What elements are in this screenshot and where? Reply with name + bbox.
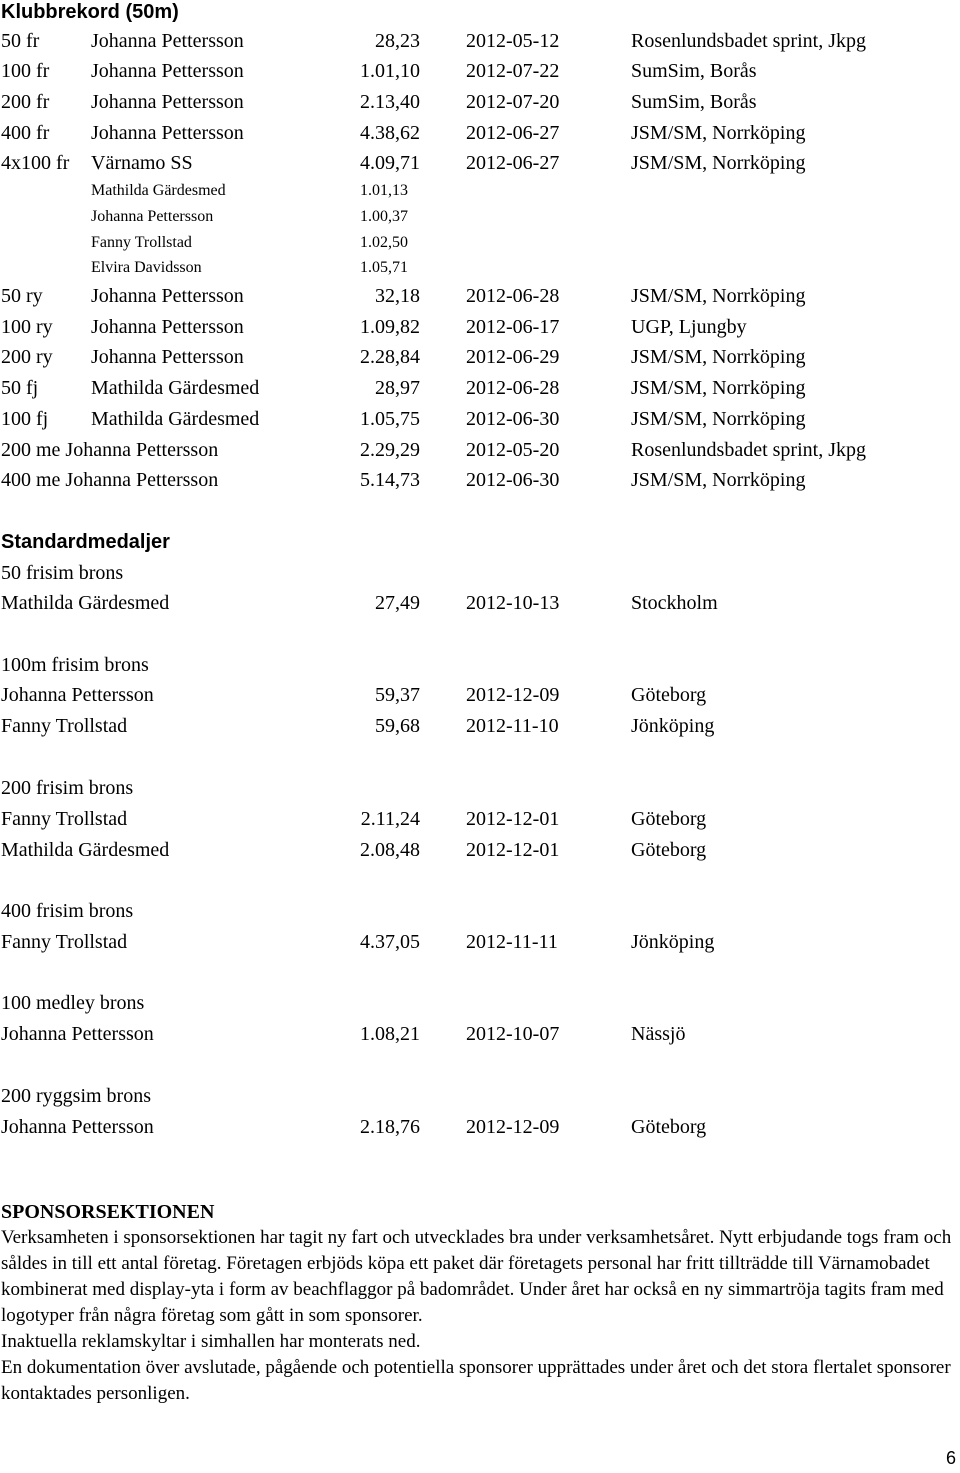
record-row	[0, 436, 960, 464]
medal-row	[0, 1020, 900, 1048]
sponsor-paragraph: En dokumentation över avslutade, pågående och potentiella sponsorer upprättades under året och det stora flertalet sponsorer kontaktades personligen.	[1, 1357, 951, 1404]
record-place: JSM/SM, Norrköping	[631, 377, 806, 399]
record-event: 200 me Johanna Pettersson	[1, 439, 219, 461]
page-title: Klubbrekord (50m)	[1, 1, 179, 23]
record-time: 2.29,29	[360, 439, 420, 461]
medal-place: Göteborg	[631, 684, 707, 706]
record-date: 2012-06-29	[466, 346, 560, 368]
medal-row	[0, 712, 900, 740]
record-event: 50 fr	[1, 30, 40, 52]
medal-group-label: 200 frisim brons	[1, 777, 134, 799]
relay-member-time: 1.02,50	[360, 234, 408, 251]
medal-place: Stockholm	[631, 592, 718, 614]
record-time: 4.09,71	[360, 152, 420, 174]
record-row	[0, 57, 960, 85]
record-date: 2012-06-27	[466, 122, 560, 144]
record-event: 4x100 fr	[1, 152, 70, 174]
relay-member-row	[0, 179, 960, 203]
page-number: 6	[945, 1448, 956, 1468]
medal-group-label: 400 frisim brons	[1, 900, 134, 922]
medal-place: Nässjö	[631, 1023, 686, 1045]
medal-row	[0, 681, 900, 709]
record-event: 200 fr	[1, 91, 50, 113]
record-row	[0, 466, 960, 494]
record-event: 100 ry	[1, 316, 53, 338]
record-event: 200 ry	[1, 346, 53, 368]
medal-date: 2012-12-09	[466, 1116, 560, 1138]
medal-date: 2012-11-11	[466, 931, 558, 953]
medal-time: 2.18,76	[360, 1116, 420, 1138]
medal-row	[0, 836, 900, 864]
record-row	[0, 313, 960, 341]
record-name: Johanna Pettersson	[91, 122, 244, 144]
record-date: 2012-06-28	[466, 285, 560, 307]
record-place: SumSim, Borås	[631, 91, 757, 113]
record-time: 2.28,84	[360, 346, 420, 368]
record-name: Johanna Pettersson	[91, 30, 244, 52]
record-event: 400 fr	[1, 122, 50, 144]
record-event: 100 fr	[1, 60, 50, 82]
medal-group-label: 100 medley brons	[1, 992, 145, 1014]
record-row	[0, 88, 960, 116]
medal-time: 1.08,21	[360, 1023, 420, 1045]
medal-name: Fanny Trollstad	[1, 931, 128, 953]
record-place: Rosenlundsbadet sprint, Jkpg	[631, 30, 866, 52]
record-time: 4.38,62	[360, 122, 420, 144]
standard-medals-heading: Standardmedaljer	[1, 531, 170, 553]
record-row	[0, 374, 960, 402]
medal-time: 59,68	[375, 715, 420, 737]
record-time: 1.05,75	[360, 408, 420, 430]
record-time: 28,97	[375, 377, 420, 399]
record-place: UGP, Ljungby	[631, 316, 747, 338]
relay-member-row	[0, 256, 960, 280]
medal-date: 2012-10-07	[466, 1023, 560, 1045]
record-date: 2012-07-22	[466, 60, 560, 82]
record-row	[0, 27, 960, 55]
sponsor-body	[1, 1225, 959, 1407]
medal-name: Johanna Pettersson	[1, 1023, 154, 1045]
medal-row	[0, 1113, 900, 1141]
relay-member-time: 1.05,71	[360, 259, 408, 276]
medal-place: Göteborg	[631, 808, 707, 830]
medal-group-label: 200 ryggsim brons	[1, 1085, 151, 1107]
medal-name: Johanna Pettersson	[1, 684, 154, 706]
record-date: 2012-06-17	[466, 316, 560, 338]
medal-place: Göteborg	[631, 1116, 707, 1138]
record-event: 50 fj	[1, 377, 39, 399]
record-name: Mathilda Gärdesmed	[91, 377, 260, 399]
record-name: Johanna Pettersson	[91, 91, 244, 113]
relay-member-time: 1.01,13	[360, 182, 408, 199]
record-place: JSM/SM, Norrköping	[631, 346, 806, 368]
record-date: 2012-07-20	[466, 91, 560, 113]
medal-date: 2012-12-01	[466, 839, 560, 861]
record-name: Johanna Pettersson	[91, 60, 244, 82]
medal-date: 2012-12-01	[466, 808, 560, 830]
record-date: 2012-06-27	[466, 152, 560, 174]
record-time: 28,23	[375, 30, 420, 52]
record-row	[0, 149, 960, 177]
record-name: Johanna Pettersson	[91, 285, 244, 307]
record-name: Johanna Pettersson	[91, 316, 244, 338]
medal-time: 59,37	[375, 684, 420, 706]
medal-place: Jönköping	[631, 715, 715, 737]
medal-time: 2.08,48	[360, 839, 420, 861]
record-row	[0, 405, 960, 433]
record-row	[0, 282, 960, 310]
record-place: JSM/SM, Norrköping	[631, 469, 806, 491]
record-place: JSM/SM, Norrköping	[631, 408, 806, 430]
medal-time: 27,49	[375, 592, 420, 614]
medal-name: Fanny Trollstad	[1, 808, 128, 830]
record-place: JSM/SM, Norrköping	[631, 122, 806, 144]
record-date: 2012-06-30	[466, 408, 560, 430]
record-event: 400 me Johanna Pettersson	[1, 469, 219, 491]
record-time: 5.14,73	[360, 469, 420, 491]
relay-member-row	[0, 205, 960, 229]
relay-member-name: Johanna Pettersson	[91, 208, 214, 225]
record-place: JSM/SM, Norrköping	[631, 152, 806, 174]
medal-name: Mathilda Gärdesmed	[1, 592, 170, 614]
medal-row	[0, 589, 900, 617]
record-time: 2.13,40	[360, 91, 420, 113]
record-event: 100 fj	[1, 408, 49, 430]
record-name: Mathilda Gärdesmed	[91, 408, 260, 430]
medal-group-label: 50 frisim brons	[1, 562, 124, 584]
record-date: 2012-05-20	[466, 439, 560, 461]
record-date: 2012-06-28	[466, 377, 560, 399]
record-date: 2012-06-30	[466, 469, 560, 491]
sponsor-paragraph: Inaktuella reklamskyltar i simhallen har monterats ned.	[1, 1331, 421, 1352]
medal-time: 2.11,24	[360, 808, 420, 830]
record-name: Johanna Pettersson	[91, 346, 244, 368]
medal-date: 2012-12-09	[466, 684, 560, 706]
medal-row	[0, 805, 900, 833]
relay-member-name: Fanny Trollstad	[91, 234, 192, 251]
medal-group-label: 100m frisim brons	[1, 654, 149, 676]
record-place: SumSim, Borås	[631, 60, 757, 82]
medal-place: Göteborg	[631, 839, 707, 861]
medal-name: Mathilda Gärdesmed	[1, 839, 170, 861]
record-place: JSM/SM, Norrköping	[631, 285, 806, 307]
record-row	[0, 119, 960, 147]
medal-row	[0, 928, 900, 956]
medal-time: 4.37,05	[360, 931, 420, 953]
record-time: 1.01,10	[360, 60, 420, 82]
record-time: 32,18	[375, 285, 420, 307]
record-time: 1.09,82	[360, 316, 420, 338]
record-event: 50 ry	[1, 285, 43, 307]
sponsor-paragraph: Verksamheten i sponsorsektionen har tagit ny fart och utvecklades bra under verksamhetsåret. Nytt erbjudande togs fram och såldes in till ett antal företag. Företagen erbjöds köpa ett paket där företagets personal har fritt tillträdde till Värnamobadet kombinerat med display-yta i form av beachflaggor på badområdet. Under året har också en ny simmartröja tagits fram med logotyper från några företag som gått in som sponsorer.	[1, 1227, 952, 1326]
sponsor-heading: SPONSORSEKTIONEN	[1, 1201, 215, 1223]
relay-member-name: Elvira Davidsson	[91, 259, 202, 276]
medal-date: 2012-10-13	[466, 592, 560, 614]
relay-member-row	[0, 231, 960, 255]
medal-date: 2012-11-10	[466, 715, 559, 737]
medal-name: Fanny Trollstad	[1, 715, 128, 737]
record-place: Rosenlundsbadet sprint, Jkpg	[631, 439, 866, 461]
relay-member-time: 1.00,37	[360, 208, 408, 225]
record-name: Värnamo SS	[91, 152, 193, 174]
record-date: 2012-05-12	[466, 30, 560, 52]
medal-name: Johanna Pettersson	[1, 1116, 154, 1138]
relay-member-name: Mathilda Gärdesmed	[91, 182, 226, 199]
medal-place: Jönköping	[631, 931, 715, 953]
record-row	[0, 343, 960, 371]
